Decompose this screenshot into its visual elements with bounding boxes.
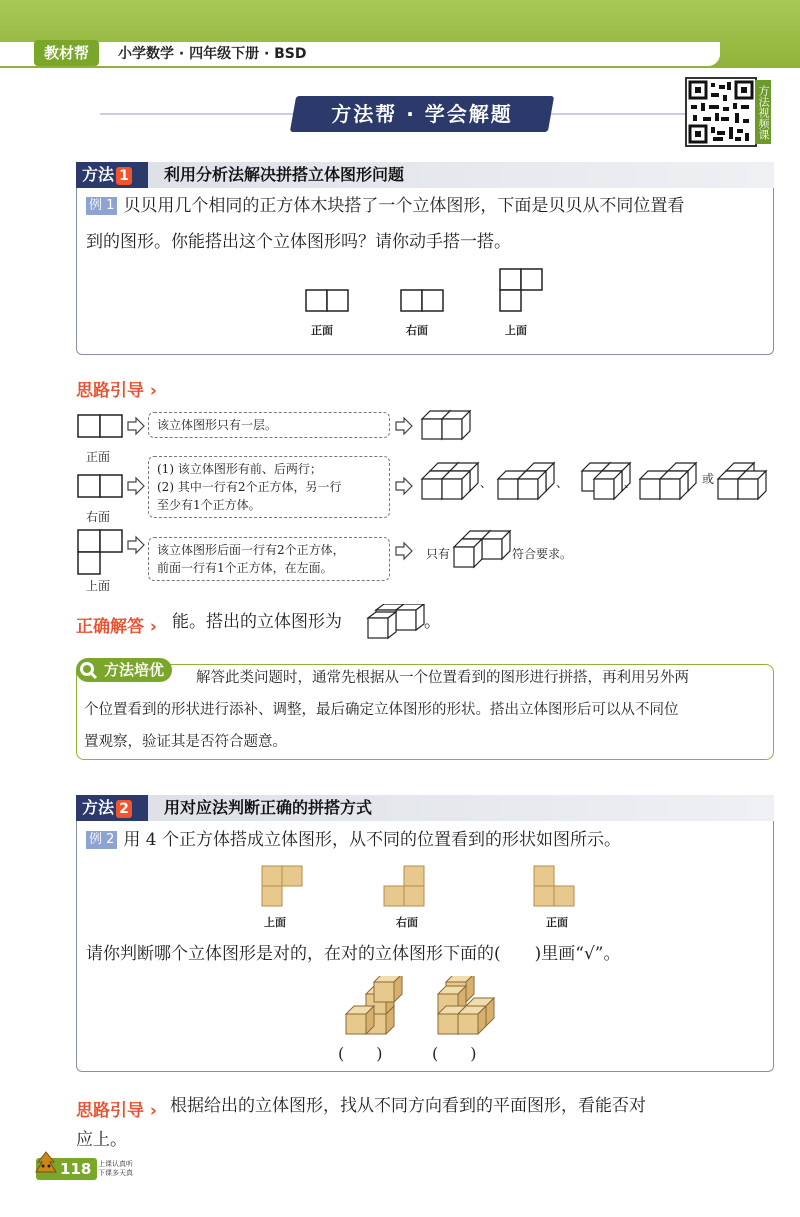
qr-side-label: 方法视频课 [755,80,771,144]
view-top-square [262,866,282,886]
view-label-right: 右面 [406,324,428,337]
view-label-right-2: 右面 [396,916,418,929]
method-2-tag-text: 方法 [82,798,115,817]
guide-2-heading: 思路引导 › [76,1101,157,1121]
guide-tip-3 [148,537,390,581]
view-label-top: 上面 [505,324,527,337]
answer-paren-b[interactable]: ( ) [432,1044,477,1063]
method-tip-box [76,658,774,762]
guide-row-3-prefix: 只有 [426,547,451,561]
guide-view-front-square [78,415,100,437]
brand-badge: 教材帮 [34,40,99,66]
guide-tip-1: 该立体图形只有一层。 [148,412,390,438]
guide-row-3-suffix: 符合要求。 [512,547,573,561]
page-note-line-2: 下课多天真 [98,1169,133,1177]
method-1-tag [76,162,148,188]
method-tip-line-2: 个位置看到的形状进行添补、调整，最后确定立体图形的形状。搭出立体图形后可以从不同位 [84,702,679,718]
section-title: 方法帮 · 学会解题 [331,102,513,126]
answer-paren-a[interactable]: ( ) [338,1044,383,1063]
guide-tip-2-line: 至少有1个正方体。 [157,498,261,512]
guide-1-heading: 思路引导 › [76,381,157,401]
cube-option-a [346,976,402,1034]
page-number: 118 [36,1158,97,1180]
view-top-square [282,866,302,886]
separator: 、 [480,476,493,490]
cube-option-4 [640,463,696,499]
view-top-square [521,269,542,290]
view-top-square [262,886,282,906]
view-front-square [534,866,554,886]
example-1-views [300,268,560,318]
qr-code-icon[interactable] [685,77,757,147]
guide-view-top-square [78,530,100,552]
book-series: 小学数学 · 四年级下册 · BSD [118,46,307,62]
method-tip-tag: 方法培优 [76,658,172,682]
example-2-line-1 [86,824,621,856]
cube-option-2 [498,463,554,499]
guide-view-right-square [100,475,122,497]
answer-1-end: 。 [424,612,441,632]
view-top-square [500,269,521,290]
arrow-icon [128,478,144,494]
guide-1-heading-text: 思路引导 [76,381,144,401]
view-right-square [404,866,424,886]
example-2-tag: 例 2 [86,831,117,849]
method-1-title: 利用分析法解决拼搭立体图形问题 [164,165,405,184]
view-front-square [306,290,327,311]
guide-row-1-label: 正面 [86,450,111,464]
view-label-front-2: 正面 [546,916,568,929]
answer-1-cube-figure [366,604,426,640]
cube-option-5 [718,463,766,499]
page-note-line-1: 上课认真听 [98,1160,133,1168]
arrow-icon [396,418,412,434]
guide-tip-2-line: (1) 该立体图形有前、后两行； [157,462,322,476]
guide-tip-2-line: (2) 其中一行有2个正方体，另一行 [157,480,342,494]
example-1-line-2: 到的图形。你能搭出这个立体图形吗？请你动手搭一搭。 [86,232,511,252]
example-2-text-1: 用 4 个正方体搭成立体图形，从不同的位置看到的形状如图所示。 [123,830,622,850]
guide-2-heading-text: 思路引导 [76,1101,144,1121]
arrow-icon [396,543,412,559]
guide-row-2-label: 右面 [86,510,111,524]
view-right-square [384,886,404,906]
view-right-square [401,290,422,311]
example-2-views [250,860,590,912]
method-2-title: 用对应法判断正确的拼搭方式 [164,798,373,817]
example-1-line-1 [86,190,684,222]
method-2-number: 2 [116,800,132,818]
guide-view-front-square [100,415,122,437]
view-front-square [327,290,348,311]
magnifier-icon [78,660,98,680]
method-1-number: 1 [116,167,132,185]
guide-tip-3-line: 该立体图形后面一行有2个正方体， [157,543,345,557]
guide-view-right-square [78,475,100,497]
method-1-header [76,162,774,188]
method-tip-line-1: 解答此类问题时，通常先根据从一个位置看到的图形进行拼搭，再利用另外两 [196,670,689,686]
example-2-line-2: 请你判断哪个立体图形是对的，在对的立体图形下面的( )里画“√”。 [86,944,621,964]
answer-1-text: 能。搭出的立体图形为 [172,612,342,632]
view-top-square [500,290,521,311]
method-2-tag [76,795,148,821]
guide-tip-3-line: 前面一行有1个正方体，在左面。 [157,561,333,575]
method-2-header [76,795,774,821]
guide-2-line-1: 根据给出的立体图形，找从不同方向看到的平面图形，看能否对 [170,1096,646,1116]
arrow-icon [396,478,412,494]
separator: 、 [556,476,569,490]
answer-1-heading: 正确解答 › [76,617,157,637]
answer-1-heading-text: 正确解答 [76,617,144,637]
view-front-square [534,886,554,906]
cube-option-3 [582,463,630,499]
view-label-top-2: 上面 [264,916,286,929]
cube-figure-answer [454,531,510,567]
mascot-icon [34,1150,58,1180]
top-bar [0,0,800,72]
header-strip [0,42,720,66]
arrow-icon [128,537,144,553]
cube-option-1 [422,463,478,499]
separator: 、 [624,476,637,490]
view-right-square [422,290,443,311]
method-tip-line-3: 置观察，验证其是否符合题意。 [84,734,287,750]
cube-option-b [438,976,494,1034]
guide-row-3-label: 上面 [86,579,111,593]
page-note [98,1160,133,1178]
method-1-tag-text: 方法 [82,165,115,184]
guide-tip-2 [148,456,390,518]
example-1-text-1: 贝贝用几个相同的正方体木块搭了一个立体图形，下面是贝贝从不同位置看 [123,196,685,216]
view-right-square [404,886,424,906]
guide-view-top-square [78,552,100,574]
cube-figure-two [422,411,470,439]
example-2-cube-options [340,976,510,1040]
guide-view-top-square [100,530,122,552]
arrow-icon [128,418,144,434]
view-label-front: 正面 [311,324,333,337]
example-1-tag: 例 1 [86,197,117,215]
view-front-square [554,886,574,906]
or-word: 或 [702,472,715,486]
guide-2-line-2: 应上。 [76,1130,127,1150]
